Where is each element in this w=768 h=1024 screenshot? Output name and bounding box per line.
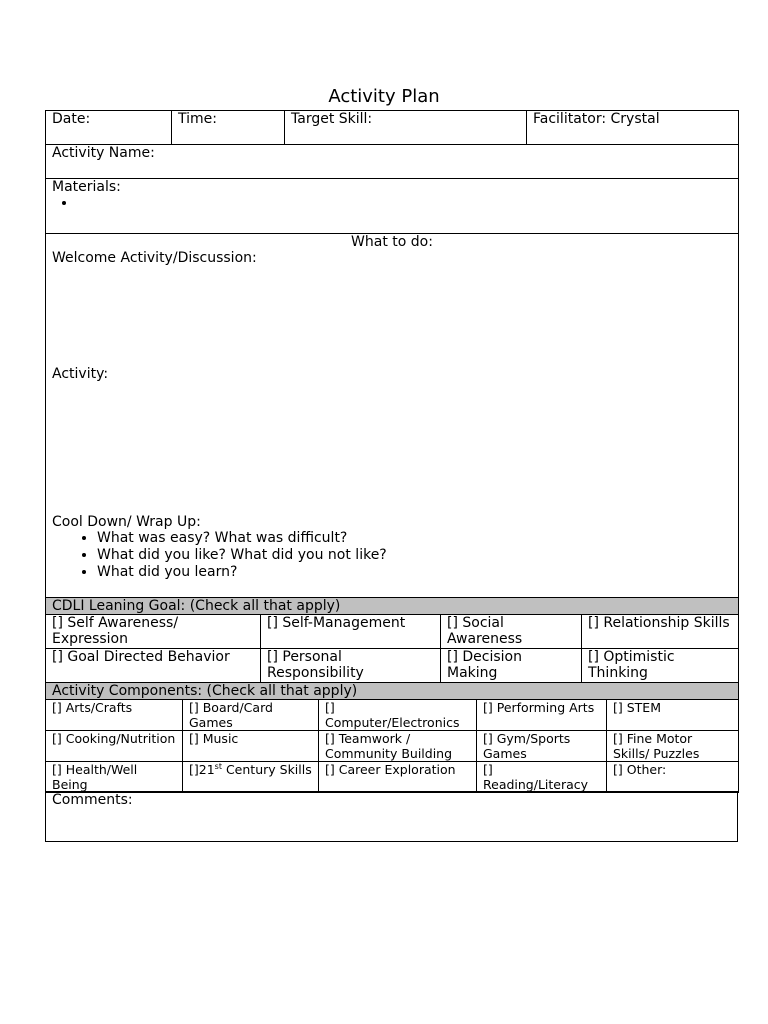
date-label: Date: [52,111,91,127]
goal-personal-responsibility[interactable]: [] Personal Responsibility [261,649,441,683]
goal-relationship-skills[interactable]: [] Relationship Skills [582,615,739,649]
comments-label: Comments: [52,792,133,808]
time-label: Time: [178,111,217,127]
component-teamwork[interactable]: [] Teamwork / Community Building [319,731,477,762]
target-skill-label: Target Skill: [291,111,373,127]
time-cell[interactable] [172,111,285,145]
component-other[interactable] [607,762,739,793]
welcome-label: Welcome Activity/Discussion: [52,250,257,266]
goal-self-awareness[interactable]: [] Self Awareness/ Expression [46,615,261,649]
component-performing-arts[interactable]: [] Performing Arts [477,700,607,731]
facilitator-label: Facilitator: Crystal [533,111,660,127]
what-to-do-heading: What to do: [351,234,433,250]
learning-goal-header: CDLI Leaning Goal: (Check all that apply) [46,598,739,615]
materials-cell[interactable] [46,179,739,234]
goal-decision-making[interactable]: [] Decision Making [441,649,582,683]
component-board-card-games[interactable]: [] Board/Card Games [183,700,319,731]
component-health-wellbeing[interactable]: [] Health/Well Being [46,762,183,793]
component-other-label: [] Other: [613,762,667,777]
component-stem[interactable]: [] STEM [607,700,739,731]
materials-item [77,195,732,212]
goal-optimistic-thinking[interactable]: [] Optimistic Thinking [582,649,739,683]
component-career-exploration[interactable]: [] Career Exploration [319,762,477,793]
component-21st-suffix: Century Skills [221,762,312,777]
component-21st-sup: st [214,761,222,771]
facilitator-cell[interactable] [527,111,739,145]
target-skill-cell[interactable] [285,111,527,145]
goal-directed-behavior[interactable]: [] Goal Directed Behavior [46,649,261,683]
component-fine-motor[interactable]: [] Fine Motor Skills/ Puzzles [607,731,739,762]
goal-self-management[interactable]: [] Self-Management [261,615,441,649]
page-title: Activity Plan [328,86,440,107]
component-21st-century[interactable] [183,762,319,793]
component-reading-literacy[interactable]: [] Reading/Literacy [477,762,607,793]
cool-down-label: Cool Down/ Wrap Up: [52,514,201,530]
component-arts-crafts[interactable]: [] Arts/Crafts [46,700,183,731]
activity-label: Activity: [52,366,109,382]
component-21st-prefix: []21 [189,762,215,777]
components-header: Activity Components: (Check all that apply) [46,683,739,700]
activity-name-cell[interactable] [46,145,739,179]
component-music[interactable]: [] Music [183,731,319,762]
learning-goal-table [45,597,739,700]
date-cell[interactable] [46,111,172,145]
activity-name-label: Activity Name: [52,145,155,161]
component-computer-electronics[interactable]: [] Computer/Electronics [319,700,477,731]
goal-social-awareness[interactable]: [] Social Awareness [441,615,582,649]
activity-plan-table [45,110,739,599]
wrap-up-question: • What was easy? What was difficult? [97,530,732,547]
wrap-up-question: • What did you learn? [97,564,732,581]
component-cooking-nutrition[interactable]: [] Cooking/Nutrition [46,731,183,762]
what-to-do-cell[interactable] [46,234,739,599]
comments-cell[interactable] [46,792,738,842]
components-table [45,699,739,793]
comments-table [45,791,738,842]
wrap-up-question: • What did you like? What did you not like? [97,547,732,564]
materials-label: Materials: [52,179,121,195]
component-gym-sports[interactable]: [] Gym/Sports Games [477,731,607,762]
